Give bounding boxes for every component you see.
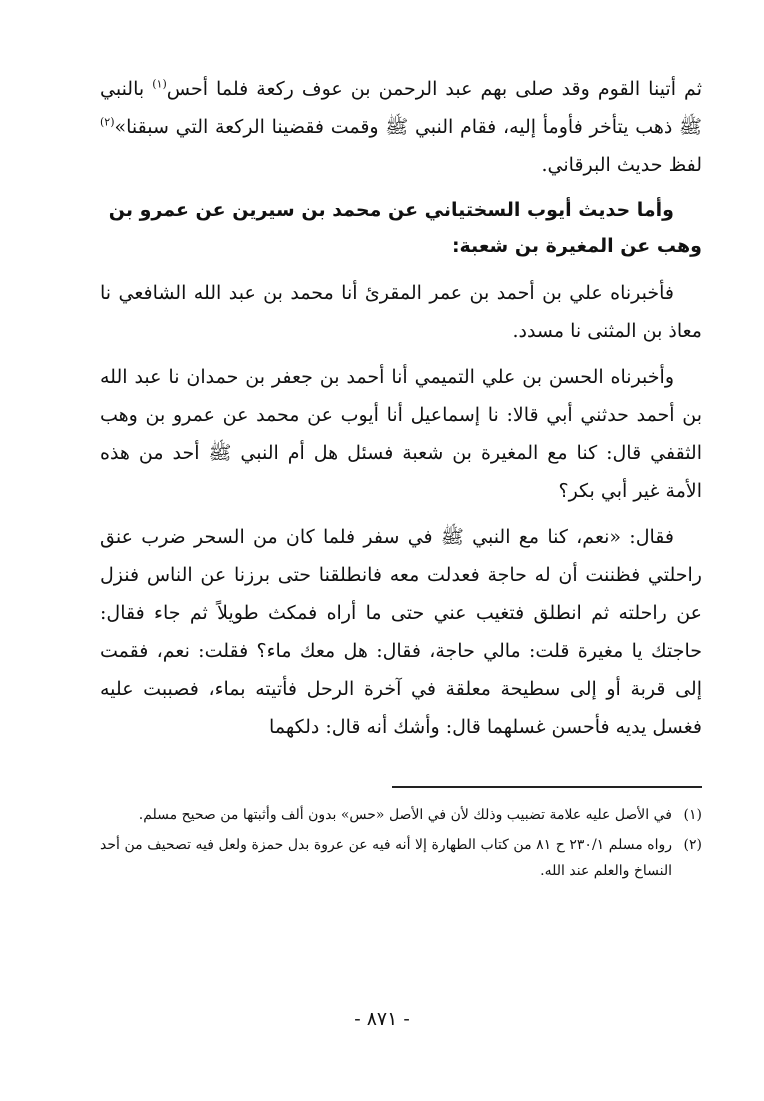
paragraph-2: فأخبرناه علي بن أحمد بن عمر المقرئ أنا محمد بن عبد الله الشافعي نا معاذ بن المثنى نا مسدد.	[100, 282, 702, 342]
footnote-1-text: في الأصل عليه علامة تضبيب وذلك لأن في الأصل «حس» بدون ألف وأثبتها من صحيح مسلم.	[138, 807, 672, 823]
paragraph-1-text-middle: بالنبي ﷺ ذهب يتأخر فأومأ إليه، فقام النبي ﷺ وقمت فقضينا الركعة التي سبقنا»	[100, 78, 702, 138]
paragraph-1-text-start: ثم أتينا القوم وقد صلى بهم عبد الرحمن بن عوف ركعة فلما أحس	[166, 78, 702, 100]
paragraph-1	[100, 70, 702, 184]
page-number: - ٨٧١ -	[354, 1008, 410, 1030]
paragraph-1-text-end: لفظ حديث البرقاني.	[541, 154, 702, 176]
footnote-ref-2: (٢)	[100, 115, 115, 129]
footnote-divider	[392, 786, 702, 788]
footnote-ref-1: (١)	[152, 77, 167, 91]
footnote-1-number: (١)	[683, 807, 702, 823]
footnote-2-text: رواه مسلم ٢٣٠/١ ح ٨١ من كتاب الطهارة إلا أنه فيه عن عروة بدل حمزة ولعل فيه تصحيف من أحد النساخ والعلم عند الله.	[100, 837, 673, 879]
footnote-2	[100, 832, 702, 884]
footnote-1	[100, 802, 702, 828]
paragraph-3: وأخبرناه الحسن بن علي التميمي أنا أحمد بن جعفر بن حمدان نا عبد الله بن أحمد حدثني أبي قالا: نا إسماعيل أنا أيوب عن محمد عن عمرو بن وهب الثقفي قال: كنا مع المغيرة بن شعبة فسئل هل أم النبي ﷺ أحد من هذه الأمة غير أبي بكر؟	[100, 366, 702, 502]
section-heading: وأما حديث أيوب السختياني عن محمد بن سيرين عن عمرو بن وهب عن المغيرة بن شعبة:	[108, 199, 702, 257]
paragraph-4: فقال: «نعم، كنا مع النبي ﷺ في سفر فلما كان من السحر ضرب عنق راحلتي فظننت أن له حاجة فعدلت معه فانطلقنا حتى برزنا عن الناس فنزل عن راحلته ثم انطلق فتغيب عني حتى ما أراه فمكث طويلاً ثم جاء فقال: حاجتك يا مغيرة قلت: مالي حاجة، فقال: هل معك ماء؟ فقلت: نعم، فقمت إلى قربة أو إلى سطيحة معلقة في آخرة الرحل فأتيته بماء، فصببت عليه فغسل يديه فأحسن غسلهما قال: وأشك أنه قال: دلكهما	[100, 526, 702, 738]
footnote-2-number: (٢)	[683, 837, 702, 853]
